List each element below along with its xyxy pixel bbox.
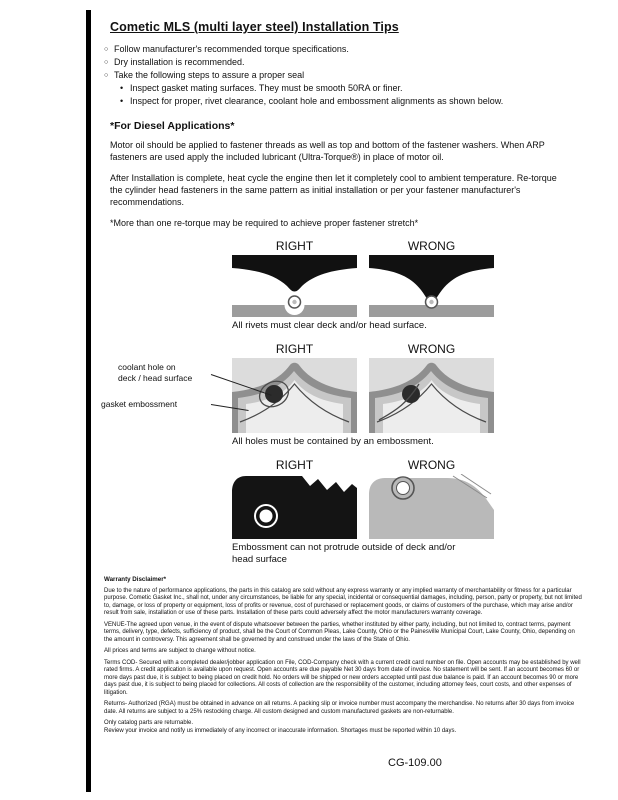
disclaimer-paragraph: All prices and terms are subject to change without notice. — [104, 648, 256, 654]
list-item — [104, 56, 584, 69]
figure-rivet-clearance — [232, 239, 494, 332]
figure-labels — [232, 342, 494, 356]
bullet-icon: ○ — [104, 59, 109, 66]
page-code: CG-109.00 — [388, 757, 442, 769]
callout-line: deck / head surface — [118, 373, 193, 383]
bullet-icon: ○ — [104, 72, 109, 79]
left-margin-rule — [86, 10, 91, 792]
list-item-text: Dry installation is recommended. — [114, 57, 245, 67]
rivet-wrong-diagram — [369, 255, 494, 317]
coolant-hole-callout — [118, 362, 210, 384]
list-item-text: Inspect for proper, rivet clearance, coolant hole and embossment alignments as shown below. — [130, 96, 504, 106]
disclaimer-paragraph: VENUE-The agreed upon venue, in the event of dispute whatsoever between the parties, whether instituted by either party, including, but not limited to, contract terms, payment terms, delivery, type, defects, sufficiency of product, shall be the Court of Common Pleas, Lake County, Ohio or the Painesville Municipal Court, Lake County, Ohio, depending on the amount in controversy. This agreement shall be governed by and construed under the laws of the State of Ohio. — [104, 621, 575, 643]
figure-labels — [232, 239, 494, 253]
embossment-right-diagram — [232, 358, 357, 433]
wrong-label: WRONG — [407, 239, 456, 253]
wrong-label: WRONG — [407, 342, 456, 356]
embossment-wrong-diagram — [369, 358, 494, 433]
disclaimer-paragraph: Terms COD- Secured with a completed dealer/jobber application on File, COD-Company check with a current credit card number on file. Open accounts may be established by well rated firms. A credit application is available upon request. Open accounts are due payable Net 30 days from date of invoice. No statement will be sent. If an account becomes 60 or more days past due, it is subject to being placed on credit hold. No orders will be shipped or new orders accepted until past due balance is paid. If an account becomes 90 or more days past due, it is subject to being placed for collections. All costs of collection are the responsibility of the customer, including attorney fees, court costs, and other expenses of litigation. — [104, 659, 581, 696]
disclaimer-paragraph: Due to the nature of performance applications, the parts in this catalog are sold without any express warranty or any implied warranty of merchantability or fitness for a particular purpose. Cometic Gasket Inc., shall not, under any circumstances, be liable for any special, incidental or consequential damages, including, person, party or property, but not limited to, damage, or loss of property or equipment, loss of profits or revenue, cost of purchased or replacement goods, or claims of customers of the purchase, which may arise and/or result from sale, installation or use of these parts. Installation of these parts could adversely affect the motor manufacturers warranty coverage. — [104, 587, 582, 616]
list-item — [104, 82, 584, 95]
figure-hole-embossment — [101, 342, 494, 448]
figure-caption: Embossment can not protrude outside of deck and/or head surface — [232, 542, 456, 565]
disclaimer-paragraph: Only catalog parts are returnable. — [104, 720, 194, 726]
gasket-embossment-callout: gasket embossment — [101, 399, 178, 409]
diesel-heading: *For Diesel Applications* — [110, 120, 235, 132]
list-item-text: Take the following steps to assure a proper seal — [114, 70, 305, 80]
figure-embossment-protrusion — [232, 458, 494, 566]
right-label: RIGHT — [275, 458, 314, 472]
list-item — [104, 69, 584, 82]
rivet-right-diagram — [232, 255, 357, 317]
figure-panels — [232, 474, 494, 539]
figure-panels — [232, 255, 494, 317]
list-item — [104, 43, 584, 56]
bullet-icon: ○ — [104, 46, 109, 53]
protrusion-right-diagram — [232, 474, 357, 539]
figure-labels — [232, 458, 494, 472]
warranty-disclaimer — [104, 576, 582, 739]
protrusion-wrong-diagram — [369, 474, 494, 539]
page-content — [101, 20, 584, 576]
figure-caption: All rivets must clear deck and/or head surface. — [232, 320, 427, 331]
disclaimer-heading: Warranty Disclaimer* — [104, 576, 167, 583]
list-item-text: Follow manufacturer's recommended torque specifications. — [114, 44, 349, 54]
diesel-paragraph-2: After Installation is complete, heat cycle the engine then let it completely cool to ambient temperature. Re-torque the cylinder head fasteners in the same pattern as initial installation or per your fastener manufacturer's recommendations. — [110, 173, 557, 207]
list-item-text: Inspect gasket mating surfaces. They must be smooth 50RA or finer. — [130, 83, 403, 93]
wrong-label: WRONG — [407, 458, 456, 472]
list-item — [104, 95, 584, 108]
right-label: RIGHT — [275, 239, 314, 253]
figures-column — [101, 239, 494, 566]
retorque-note: *More than one re-torque may be required to achieve proper fastener stretch* — [110, 218, 419, 228]
page-title: Cometic MLS (multi layer steel) Installation Tips — [110, 20, 399, 34]
disclaimer-paragraph: Review your invoice and notify us immediately of any incorrect or inaccurate information. Shortages must be reported within 10 days. — [104, 727, 457, 734]
diesel-paragraph-1: Motor oil should be applied to fastener threads as well as top and bottom of the fastener washers. When ARP fasteners are used apply the included lubricant (Ultra-Torque®) in place of motor oil. — [110, 140, 545, 162]
bullet-icon: • — [120, 83, 124, 93]
bullet-icon: • — [120, 96, 124, 106]
disclaimer-paragraph: Returns- Authorized (RGA) must be obtained in advance on all returns. A packing slip or invoice number must accompany the merchandise. No returns after 30 days from invoice date. All returns are subject to a 25% restocking charge. All custom designed and custom manufactured gaskets are non-returnable. — [104, 701, 575, 715]
right-label: RIGHT — [275, 342, 314, 356]
figure-caption: All holes must be contained by an embossment. — [232, 436, 434, 447]
callout-line: coolant hole on — [118, 362, 176, 372]
